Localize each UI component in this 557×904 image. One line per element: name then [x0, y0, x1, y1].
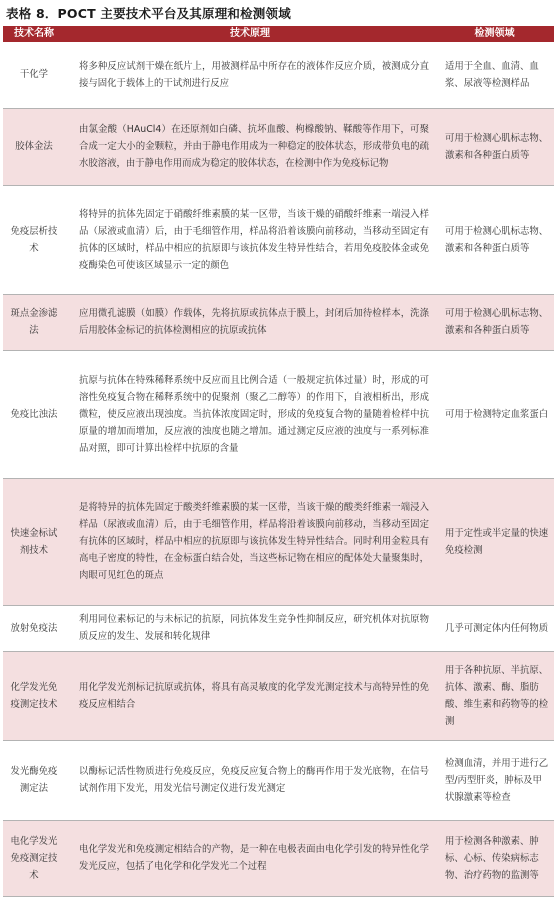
technology-name: 斑点金渗滤法: [3, 294, 65, 350]
table-row: [3, 42, 554, 108]
technology-name: 发光酶免疫测定法: [3, 740, 65, 820]
detection-field: 可用于检测特定血浆蛋白: [435, 350, 554, 478]
technology-principle: 用化学发光剂标记抗原或抗体，将具有高灵敏度的化学发光测定技术与高特异性的免疫反应相结合: [65, 651, 435, 740]
detection-field: 用于检测各种激素、肿标、心标、传染病标志物、治疗药物的监测等: [435, 820, 554, 896]
technology-principle: 应用微孔滤膜（如膜）作载体，先将抗原或抗体点于膜上，封闭后加待检样本，洗涤后用胶体金标记的抗体检测相应的抗原或抗体: [65, 294, 435, 350]
technology-name: 化学发光免疫测定技术: [3, 651, 65, 740]
technology-principle: 是将特异的抗体先固定于酸类纤维素膜的某一区带，当该干燥的酸类纤维素一端浸入样品（尿液或血清）后，由于毛细管作用，样品将沿着该膜向前移动，当移动至固定有抗体的区域时，样品中相应的抗原即与该抗体发生特异性结合。同时利用金粒具有高电子密度的特性，在金标蛋白结合处，当这些标记物在相应的配体处大量聚集时，肉眼可见红色的斑点: [65, 478, 435, 605]
table-row: [3, 108, 554, 185]
technology-name: 免疫比浊法: [3, 350, 65, 478]
table-header-row: [3, 26, 554, 42]
detection-field: 几乎可测定体内任何物质: [435, 605, 554, 651]
technology-principle: 由氯金酸（HAuCl4）在还原剂如白磷、抗坏血酸、枸橼酸钠、鞣酸等作用下，可聚合成一定大小的金颗粒，并由于静电作用成为一种稳定的胶体状态，形成带负电的疏水胶溶液，由于静电作用而成为稳定的胶体状态，在检测中作为免疫标记物: [65, 108, 435, 185]
table-row: [3, 605, 554, 651]
table-row: [3, 820, 554, 896]
table-title: 表格 8．POCT 主要技术平台及其原理和检测领域: [6, 6, 291, 21]
table-row: [3, 740, 554, 820]
technology-name: 免疫层析技术: [3, 185, 65, 294]
table-row: [3, 185, 554, 294]
header-technology-name: 技术名称: [3, 26, 65, 42]
detection-field: 适用于全血、血清、血浆、尿液等检测样品: [435, 42, 554, 108]
technology-name: 干化学: [3, 42, 65, 108]
detection-field: 用于定性或半定量的快速免疫检测: [435, 478, 554, 605]
header-principle: 技术原理: [65, 26, 435, 42]
technology-principle: 将多种反应试剂干燥在纸片上，用被测样品中所存在的液体作反应介质，被测成分直接与固化于载体上的干试剂进行反应: [65, 42, 435, 108]
detection-field: 可用于检测心肌标志物、激素和各种蛋白质等: [435, 294, 554, 350]
detection-field: 可用于检测心肌标志物、激素和各种蛋白质等: [435, 108, 554, 185]
detection-field: 用于各种抗原、半抗原、抗体、激素、酶、脂肪酸、维生素和药物等的检测: [435, 651, 554, 740]
technology-principle: 以酶标记活性物质进行免疫反应，免疫反应复合物上的酶再作用于发光底物，在信号试剂作用下发光，用发光信号测定仪进行发光测定: [65, 740, 435, 820]
table-row: [3, 478, 554, 605]
technology-name: 胶体金法: [3, 108, 65, 185]
technology-name: 快速金标试剂技术: [3, 478, 65, 605]
technology-principle: 利用同位素标记的与未标记的抗原，同抗体发生竞争性抑制反应，研究机体对抗原物质反应的发生、发展和转化规律: [65, 605, 435, 651]
poct-technology-table: [3, 26, 554, 897]
technology-name: 放射免疫法: [3, 605, 65, 651]
detection-field: 检测血清，并用于进行乙型/丙型肝炎，肿标及甲状腺激素等检查: [435, 740, 554, 820]
table-row: [3, 350, 554, 478]
header-detection-field: 检测领域: [435, 26, 554, 42]
detection-field: 可用于检测心肌标志物、激素和各种蛋白质等: [435, 185, 554, 294]
table-row: [3, 651, 554, 740]
table-row: [3, 294, 554, 350]
technology-principle: 电化学发光和免疫测定相结合的产物，是一种在电极表面由电化学引发的特异性化学发光反应，包括了电化学和化学发光二个过程: [65, 820, 435, 896]
technology-name: 电化学发光免疫测定技术: [3, 820, 65, 896]
technology-principle: 抗原与抗体在特殊稀释系统中反应而且比例合适（一般规定抗体过量）时，形成的可溶性免疫复合物在稀释系统中的促聚剂（聚乙二醇等）的作用下，自液相析出，形成微粒，使反应液出现浊度。当抗体浓度固定时，形成的免疫复合物的量随着检样中抗原量的增加而增加，反应液的浊度也随之增加。通过测定反应液的浊度与一系列标准品对照，即可计算出检样中抗原的含量: [65, 350, 435, 478]
technology-principle: 将特异的抗体先固定于硝酸纤维素膜的某一区带，当该干燥的硝酸纤维素一端浸入样品（尿液或血清）后，由于毛细管作用，样品将沿着该膜向前移动，当移动至固定有抗体的区域时，样品中相应的抗原即与该抗体发生特异性结合，若用免疫胶体金或免疫酶染色可使该区域显示一定的颜色: [65, 185, 435, 294]
